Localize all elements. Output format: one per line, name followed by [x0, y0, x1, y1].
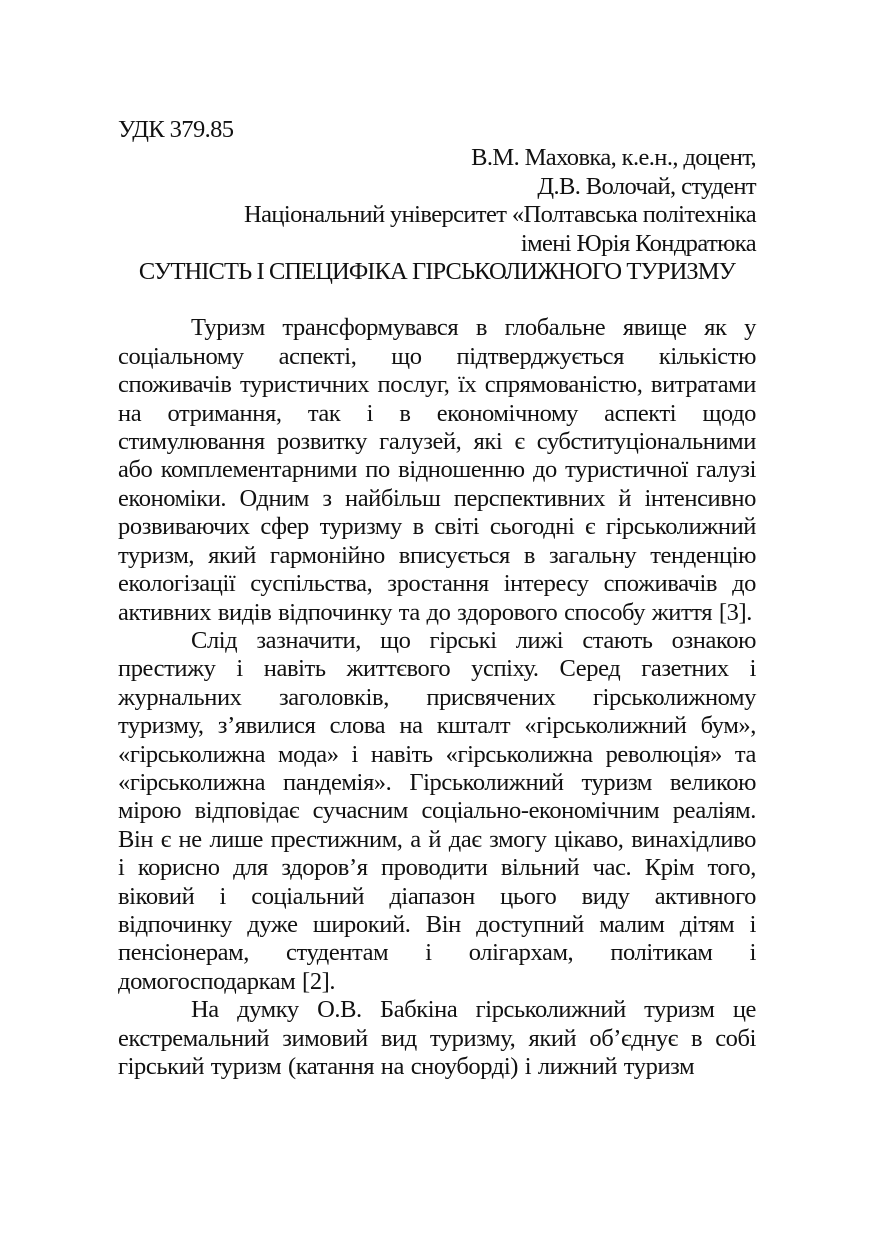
paragraph: Туризм трансформувався в глобальне явище як у соціальному аспекті, що підтверджується кількістю споживачів туристичних послуг, їх спрямованістю, витратами на отримання, так і в економічному аспекті щодо стимулювання розвитку галузей, які є субституціональними або комплементарними по відношенню до туристичної галузі економіки. Одним з найбільш перспективних й інтенсивно розвиваючих сфер туризму в світі сьогодні є гірськолижний туризм, який гармонійно вписується в загальну тенденцію екологізації суспільства, зростання інтересу споживачів до активних видів відпочинку та до здорового способу життя [3]. — [118, 314, 756, 626]
affiliation-line-1: Національний університет «Полтавська політехніка — [244, 201, 756, 229]
affiliation-line-2: імені Юрія Кондратюка — [520, 229, 756, 257]
article-title: СУТНІСТЬ І СПЕЦИФІКА ГІРСЬКОЛИЖНОГО ТУРИЗМУ — [138, 258, 736, 286]
article-body — [118, 314, 756, 1081]
paragraph: Слід зазначити, що гірські лижі стають ознакою престижу і навіть життєвого успіху. Серед газетних і журнальних заголовків, присвячених гірськолижному туризму, з’явилися слова на кшталт «гірськолижний бум», «гірськолижна мода» і навіть «гірськолижна революція» та «гірськолижна пандемія». Гірськолижний туризм великою мірою відповідає сучасним соціально-економічним реаліям. Він є не лише престижним, а й дає змогу цікаво, винахідливо і корисно для здоров’я проводити вільний час. Крім того, віковий і соціальний діапазон цього виду активного відпочинку дуже широкий. Він доступний малим дітям і пенсіонерам, студентам і олігархам, політикам і домогосподаркам [2]. — [118, 626, 756, 995]
document-page — [118, 116, 756, 1081]
author-line-1: В.М. Маховка, к.е.н., доцент, — [471, 144, 756, 172]
author-line-2: Д.В. Волочай, студент — [537, 172, 756, 200]
paragraph: На думку О.В. Бабкіна гірськолижний туризм це екстремальний зимовий вид туризму, який об’єднує в собі гірський туризм (катання на сноуборді) і лижний туризм — [118, 996, 756, 1080]
udk-code: УДК 379.85 — [118, 116, 234, 143]
